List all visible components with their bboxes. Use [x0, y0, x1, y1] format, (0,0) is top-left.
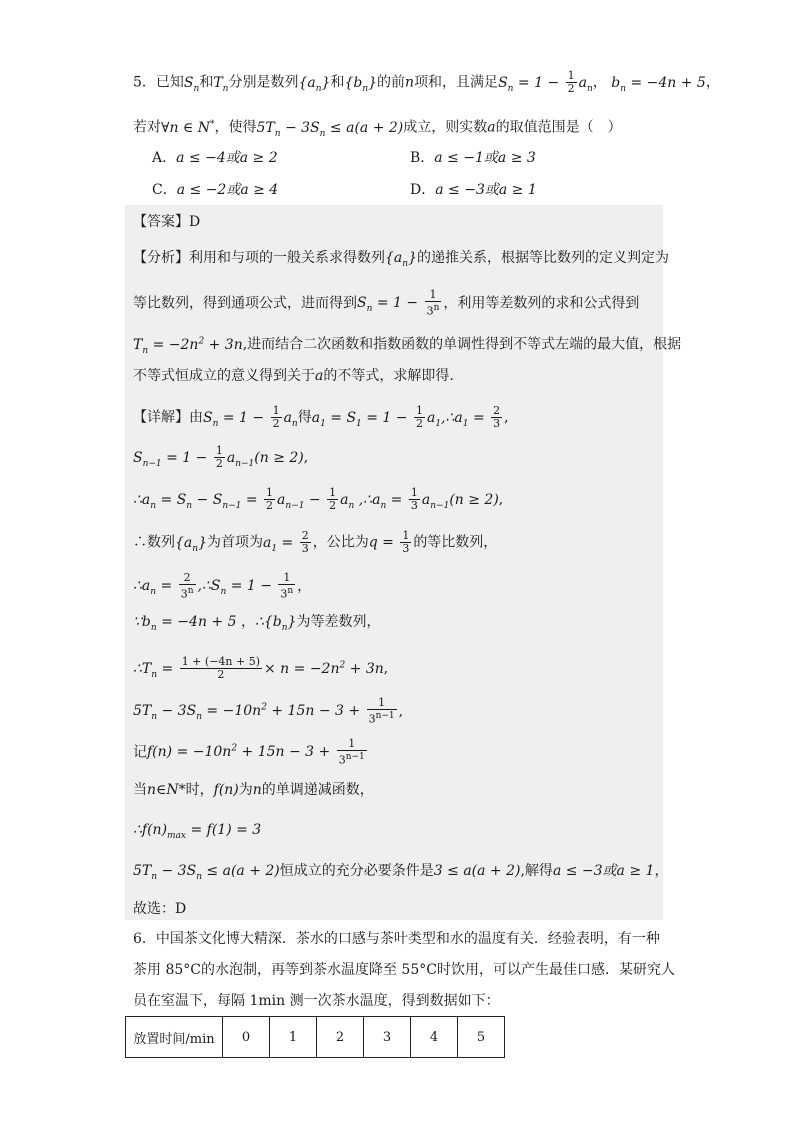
analysis-line2: 等比数列，得到通项公式，进而得到$S_n = 1$ − $\frac{1}{3^n}$ ，利用等差数列的求和公式得到 — [133, 288, 640, 318]
text: D． — [410, 182, 436, 198]
table-row — [126, 1017, 505, 1058]
answer: 【答案】D — [133, 214, 201, 230]
detail-line1: 【详解】由$S_n = 1$ − $\frac{1}{2}$ $a_n$得$a_1 = S_1 = 1$ − $\frac{1}{2}$ $a_1,\therefore a_1$ = $\frac{2}{3}$ , — [133, 404, 509, 430]
detail-line2: $S_{n-1} = 1$ − $\frac{1}{2}$ $a_{n-1}(n \ge 2)$, — [133, 444, 309, 470]
text: 为等差数列， — [296, 614, 381, 630]
data-table — [125, 1016, 505, 1058]
text: 若对 — [133, 119, 161, 136]
detail-line10: 当n∈N*时，f(n)为n的单调递减函数， — [133, 782, 374, 798]
option-b — [410, 148, 536, 168]
detail-line6: $\because b_n = -4n + 5$ ，$\therefore\{b_n\}$为等差数列， — [133, 614, 381, 633]
text: C． — [152, 182, 177, 198]
q6-line2: 茶用 85°C的水泡制，再等到茶水温度降至 55°C时饮用，可以产生最佳口感．某研究人 — [133, 962, 675, 978]
text: ,进而结合二次函数和指数函数的单调性得到不等式左端的最大值，根据 — [242, 336, 682, 353]
text: B． — [410, 150, 435, 166]
option-a — [152, 148, 278, 168]
text: 成立，则实数 — [403, 119, 488, 136]
table-cell: 3 — [364, 1017, 411, 1058]
text: 当 — [133, 782, 147, 798]
detail-line12: $5T_n - 3S_n \le a(a + 2)$恒成立的充分必要条件是3 ≤ a(a + 2),解得a ≤ −3或a ≥ 1， — [133, 863, 669, 882]
q5-stem-line2: 若对∀n ∈ N*，使得$5T_n - 3S_n \le a(a + 2)$成立，则实数a的取值范围是（ ） — [133, 119, 622, 139]
detail-line8: $5T_n - 3S_n = -10n^2 + 15n - 3$ + $\frac{1}{3^{n-1}}$ , — [133, 696, 404, 726]
q6-line3: 员在室温下，每隔 1min 测一次茶水温度，得到数据如下： — [133, 993, 500, 1009]
text: 的递推关系，根据等比数列的定义判定为 — [416, 250, 669, 266]
text: 等比数列，得到通项公式，进而得到 — [133, 295, 357, 312]
table-cell: 0 — [223, 1017, 270, 1058]
text: 的前 — [377, 74, 406, 91]
text: a ≤ −3或a ≥ 1 — [435, 182, 537, 198]
text: 的单调递减函数， — [261, 782, 374, 798]
text: 分别是数列 — [228, 74, 299, 91]
option-d — [410, 180, 537, 200]
detail-line5: $\therefore a_n$ = $\frac{2}{3^n}$ $,\therefore S_n = 1$ − $\frac{1}{3^n}$ ， — [133, 571, 312, 601]
text: 的不等式，求解即得. — [323, 368, 454, 384]
text: 【详解】由 — [133, 409, 203, 426]
table-cell: 4 — [411, 1017, 458, 1058]
text: 和 — [199, 74, 214, 91]
text: ，利用等差数列的求和公式得到 — [443, 295, 640, 312]
table-cell: 1 — [270, 1017, 317, 1058]
text: 恒成立的充分必要条件是 — [279, 863, 434, 879]
detail-line11: $\therefore f(n)_{max} = f(1) = 3$ — [133, 822, 262, 841]
text: 为首项为 — [206, 534, 263, 551]
text: a ≤ −1或a ≥ 3 — [434, 150, 536, 166]
analysis-line3: $T_n = -2n^2 + 3n$,进而结合二次函数和指数函数的单调性得到不等式左端的最大值，根据 — [133, 336, 682, 356]
table-cell: 5 — [458, 1017, 505, 1058]
text: a ≤ −4或a ≥ 2 — [176, 150, 278, 166]
text: ,解得 — [520, 863, 553, 879]
text: 不等式恒成立的意义得到关于 — [133, 368, 315, 384]
text: 5．已知 — [133, 74, 184, 91]
table-cell: 2 — [317, 1017, 364, 1058]
q5-stem-line1: 5．已知$S_n$和$T_n$分别是数列$\{a_n\}$和$\{b_n\}$的前n项和，且满足$S_n = 1$ − $\frac{1}{2}$ $a_n$， $b_n = -4n + 5$， — [133, 69, 720, 95]
detail-line7: $\therefore T_n$ = $\frac{1 + (-4n + 5)}{2}$ × $n = -2n^2 + 3n$, — [133, 655, 389, 682]
text: ，公比为 — [312, 534, 369, 551]
option-c — [152, 180, 278, 200]
text: a ≤ −2或a ≥ 4 — [176, 182, 279, 198]
text: 的等比数列， — [413, 534, 498, 551]
q6-line1: 6．中国茶文化博大精深．茶水的口感与茶叶类型和水的温度有关．经验表明，有一种 — [133, 931, 660, 947]
detail-line9: 记$f(n) = -10n^2 + 15n - 3$ + $\frac{1}{3^{n-1}}$ — [133, 737, 365, 767]
detail-line4: ∴数列$\{a_n\}$为首项为$a_1$ = $\frac{2}{3}$ ，公比为q = $\frac{1}{3}$ 的等比数列， — [133, 529, 498, 555]
text: A． — [152, 150, 177, 166]
text: ， — [654, 863, 669, 879]
text: 和 — [330, 74, 345, 91]
text: 时， — [185, 782, 214, 798]
text: 项和，且满足 — [414, 74, 499, 91]
analysis-line4: 不等式恒成立的意义得到关于a的不等式，求解即得. — [133, 368, 454, 384]
detail-line3: $\therefore a_n = S_n - S_{n-1}$ = $\frac{1}{2}$ $a_{n-1}$ − $\frac{1}{2}$ $a_n$ $,\therefore a_n$ = $\frac{1}{3}$ $a_{n-1}(n \ge 2)$, — [133, 486, 504, 512]
text: 记 — [133, 744, 147, 761]
text: ，使得 — [214, 119, 257, 136]
text: 为 — [238, 782, 253, 798]
text: 【分析】利用和与项的一般关系求得数列 — [133, 250, 385, 266]
text: 的取值范围是（ ） — [495, 119, 622, 136]
text: 得 — [297, 409, 312, 426]
table-header-cell: 放置时间/min — [126, 1017, 223, 1058]
text: ∴数列 — [133, 534, 175, 551]
analysis-line1: 【分析】利用和与项的一般关系求得数列$\{a_n\}$的递推关系，根据等比数列的定义判定为 — [133, 250, 669, 269]
guxuan: 故选：D — [133, 901, 187, 917]
